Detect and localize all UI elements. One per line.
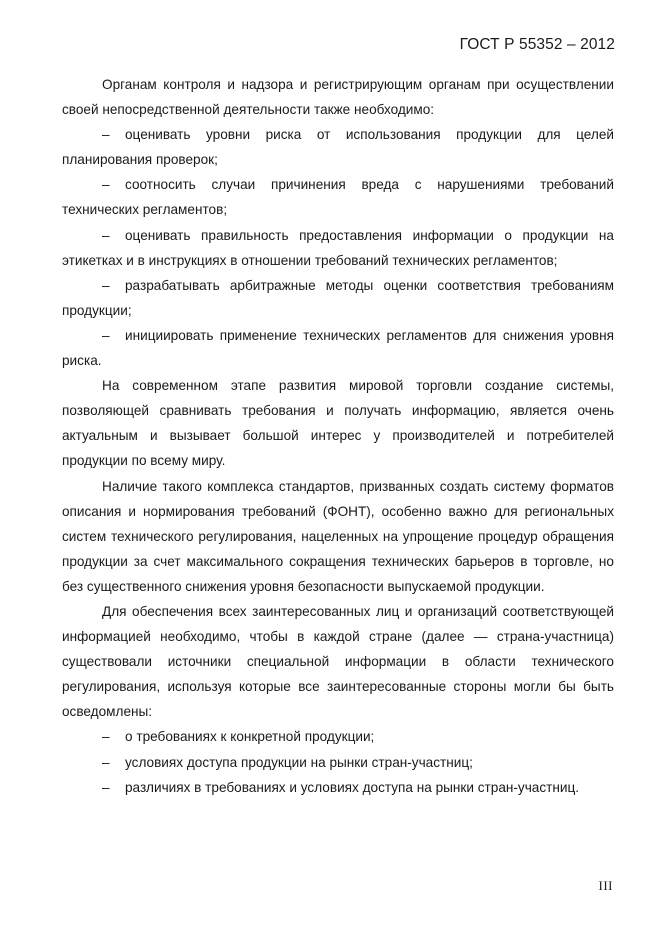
list-dash: – <box>102 177 110 193</box>
list-dash: – <box>102 754 110 770</box>
list-item-text: соотносить случаи причинения вреда с нарушениями требований технических регламентов; <box>62 177 614 218</box>
list-item <box>62 172 614 222</box>
list-item <box>62 775 614 800</box>
list-item-text: разрабатывать арбитражные методы оценки соответствия требованиям продукции; <box>62 277 614 318</box>
page-number: III <box>598 878 613 893</box>
list-item <box>62 724 614 749</box>
list-item <box>62 122 614 172</box>
list-item <box>62 750 614 775</box>
intro-paragraph: Органам контроля и надзора и регистрирующим органам при осуществлении своей непосредственной деятельности также необходимо: <box>62 77 614 118</box>
list-item <box>62 273 614 323</box>
list-dash: – <box>102 327 110 343</box>
list-item-text: инициировать применение технических регламентов для снижения уровня риска. <box>62 327 614 369</box>
list-dash: – <box>102 277 110 293</box>
list-item <box>62 323 614 373</box>
list-item-text: оценивать правильность предоставления информации о продукции на этикетках и в инструкциях в отношении требований технических регламентов; <box>62 227 614 268</box>
list-item-text: условиях доступа продукции на рынки стран-участниц; <box>125 754 473 770</box>
paragraph-information: Для обеспечения всех заинтересованных лиц и организаций соответствующей информацией необходимо, чтобы в каждой стране (далее — страна-участница) существовали источники специальной информации в области технического регулирования, используя которые все заинтересованные стороны могли бы быть осведомлены: <box>62 603 614 720</box>
document-body <box>62 72 614 800</box>
paragraph-trade: На современном этапе развития мировой торговли создание системы, позволяющей сравнивать требования и получать информацию, является очень актуальным и вызывает большой интерес у производителей и потребителей продукции по всему миру. <box>62 378 614 469</box>
list-dash: – <box>102 779 110 795</box>
list-item-text: о требованиях к конкретной продукции; <box>125 729 375 745</box>
list-item <box>62 223 614 273</box>
list-dash: – <box>102 729 110 745</box>
list-item-text: различиях в требованиях и условиях доступа на рынки стран-участниц. <box>125 779 580 795</box>
list-dash: – <box>102 127 110 143</box>
document-header: ГОСТ Р 55352 – 2012 <box>459 36 615 53</box>
list-item-text: оценивать уровни риска от использования продукции для целей планирования проверок; <box>62 127 614 168</box>
paragraph-font: Наличие такого комплекса стандартов, призванных создать систему форматов описания и нормирования требований (ФОНТ), особенно важно для региональных систем технического регулирования, нацеленных на упрощение процедур обращения продукции за счет максимального сокращения технических барьеров в торговле, но без существенного снижения уровня безопасности выпускаемой продукции. <box>62 478 614 594</box>
list-dash: – <box>102 227 110 243</box>
